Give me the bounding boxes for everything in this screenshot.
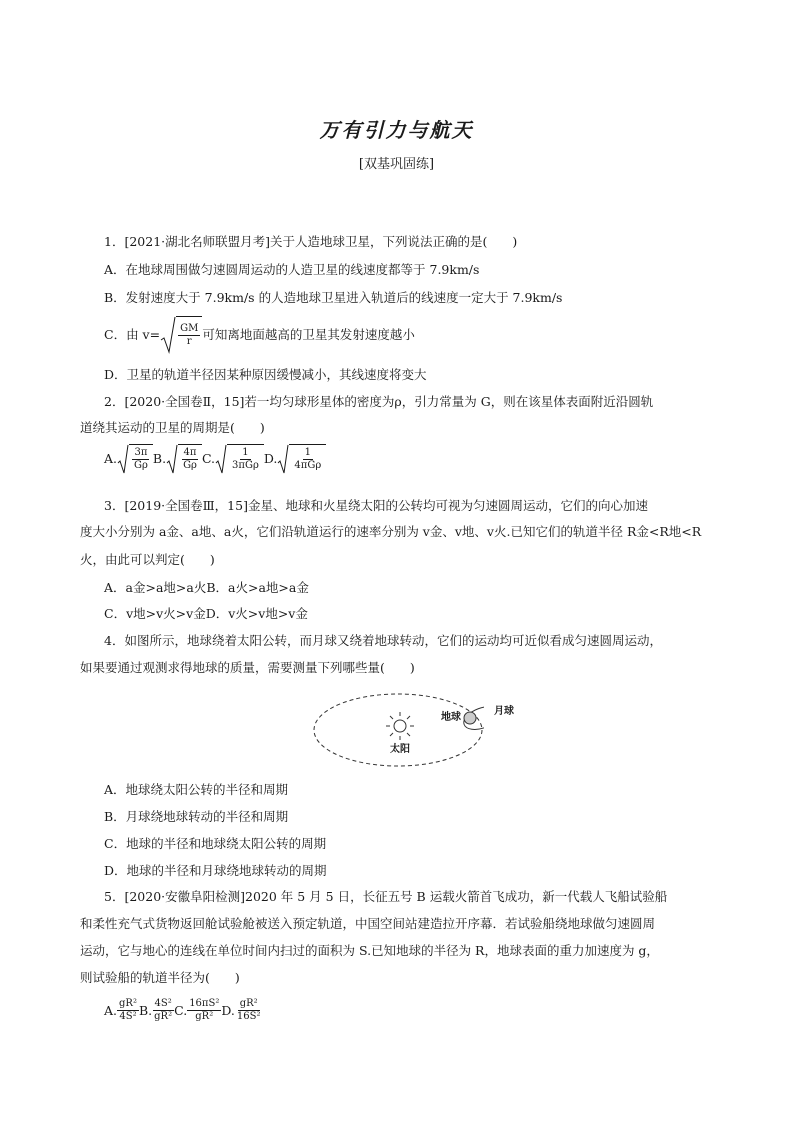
earth-icon xyxy=(464,712,476,724)
q5-options xyxy=(104,998,263,1023)
q5-option-c-label: C. xyxy=(174,1002,188,1018)
q4-stem-line1: 4．如图所示，地球绕着太阳公转，而月球又绕着地球转动，它们的运动均可近似看成匀速圆周运动， xyxy=(104,633,662,648)
q3-stem-line3: 火，由此可以判定( ) xyxy=(80,552,215,567)
q2-d-numerator: 1 xyxy=(304,447,311,458)
q5-d-denominator: 16S² xyxy=(236,1011,261,1022)
q2-stem-line2: 道绕其运动的卫星的周期是( ) xyxy=(80,420,265,435)
q2-a-numerator: 3π xyxy=(134,447,148,458)
q1-c-numerator: GM xyxy=(180,323,199,334)
q5-stem-line2: 和柔性充气式货物返回舱试验舱被送入预定轨道，中国空间站建造拉开序幕．若试验船绕地球做匀速圆周 xyxy=(80,916,656,931)
q2-option-a-label: A. xyxy=(104,451,118,466)
q4-option-a: A．地球绕太阳公转的半径和周期 xyxy=(104,782,289,797)
q4-option-c: C．地球的半径和地球绕太阳公转的周期 xyxy=(104,836,327,851)
sqrt-symbol xyxy=(277,444,326,474)
section-subtitle: [双基巩固练] xyxy=(358,157,435,172)
q5-c-numerator: 16πS² xyxy=(189,998,220,1009)
sqrt-symbol xyxy=(117,444,153,474)
page-title: 万有引力与航天 xyxy=(319,118,474,142)
q2-option-c-label: C. xyxy=(201,451,216,466)
q5-c-denominator: gR² xyxy=(195,1011,214,1022)
q3-stem-line1: 3．[2019·全国卷Ⅲ，15]金星、地球和火星绕太阳的公转均可视为匀速圆周运动，它们的向心加速 xyxy=(104,498,648,513)
q3-options-cd: C．v地>v火>v金D．v火>v地>v金 xyxy=(104,606,308,621)
q2-b-denominator: Gρ xyxy=(183,460,197,471)
sqrt-symbol xyxy=(160,316,202,354)
q1-option-c-suffix: 可知离地面越高的卫星其发射速度越小 xyxy=(202,327,415,342)
orbit-figure xyxy=(312,692,484,772)
q4-option-b: B．月球绕地球转动的半径和周期 xyxy=(104,809,289,824)
q3-options-ab: A．a金>a地>a火B．a火>a地>a金 xyxy=(104,580,309,595)
sqrt-symbol xyxy=(166,444,202,474)
q4-option-d: D．地球的半径和月球绕地球转动的周期 xyxy=(104,863,327,878)
q5-d-numerator: gR² xyxy=(239,998,258,1009)
q1-option-c-prefix: C．由 v= xyxy=(104,327,161,342)
q1-option-a: A．在地球周围做匀速圆周运动的人造卫星的线速度都等于 7.9km/s xyxy=(104,262,480,277)
q5-option-b-label: B. xyxy=(138,1002,153,1018)
q1-c-denominator: r xyxy=(186,336,192,347)
q4-stem-line2: 如果要通过观测求得地球的质量，需要测量下列哪些量( ) xyxy=(80,660,415,675)
q2-option-d-label: D. xyxy=(263,451,278,466)
q1-stem: 1．[2021·湖北名师联盟月考]关于人造地球卫星，下列说法正确的是( ) xyxy=(104,234,518,249)
sqrt-symbol xyxy=(215,444,264,474)
q2-options xyxy=(104,444,326,474)
q2-b-numerator: 4π xyxy=(183,447,197,458)
q5-b-numerator: 4S² xyxy=(154,998,172,1009)
q2-stem-line1: 2．[2020·全国卷Ⅱ，15]若一均匀球形星体的密度为ρ，引力常量为 G，则在该星体表面附近沿圆轨 xyxy=(104,394,654,409)
orbit-diagram xyxy=(312,692,484,776)
q1-option-c xyxy=(104,316,415,354)
q2-option-b-label: B. xyxy=(152,451,167,466)
sun-icon xyxy=(386,712,414,740)
earth-label: 地球 xyxy=(441,712,461,723)
q5-stem-line4: 则试验船的轨道半径为( ) xyxy=(80,970,240,985)
q5-option-a-label: A. xyxy=(104,1002,118,1018)
q2-d-denominator: 4πGρ xyxy=(294,460,322,471)
q1-option-d: D．卫星的轨道半径因某种原因缓慢减小，其线速度将变大 xyxy=(104,367,427,382)
q5-stem-line1: 5．[2020·安徽阜阳检测]2020 年 5 月 5 日，长征五号 B 运载火箭首飞成功，新一代载人飞船试验船 xyxy=(104,889,668,904)
q2-c-numerator: 1 xyxy=(242,447,249,458)
q5-a-numerator: gR² xyxy=(119,998,137,1009)
q2-c-denominator: 3πGρ xyxy=(232,460,259,471)
q5-a-denominator: 4S² xyxy=(119,1011,137,1022)
moon-label: 月球 xyxy=(494,706,514,717)
q5-b-denominator: gR² xyxy=(154,1011,173,1022)
q3-stem-line2: 度大小分别为 a金、a地、a火，它们沿轨道运行的速率分别为 v金、v地、v火.已知它们的轨道半径 R金<R地<R xyxy=(80,524,702,539)
sun-label: 太阳 xyxy=(390,744,410,755)
q2-a-denominator: Gρ xyxy=(134,460,148,471)
q5-option-d-label: D. xyxy=(221,1002,235,1018)
q1-option-b: B．发射速度大于 7.9km/s 的人造地球卫星进入轨道后的线速度一定大于 7.9km/s xyxy=(104,290,563,305)
q5-stem-line3: 运动，它与地心的连线在单位时间内扫过的面积为 S.已知地球的半径为 R，地球表面的重力加速度为 g， xyxy=(80,943,659,958)
